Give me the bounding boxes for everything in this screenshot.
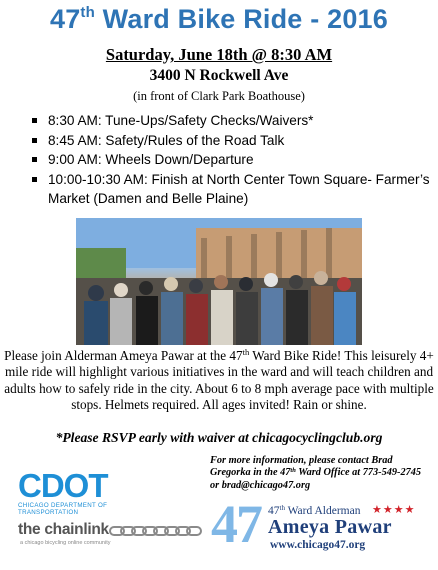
contact-info (210, 455, 432, 492)
chicago-stars-icon: ★★★★ (372, 504, 416, 516)
contact-ordinal: th (290, 467, 296, 475)
event-location-note: (in front of Clark Park Boathouse) (133, 89, 305, 103)
schedule-list (30, 111, 430, 209)
cdot-logo: CDOT (18, 467, 108, 504)
schedule-item: 10:00-10:30 AM: Finish at North Center Town Square- Farmer’s Market (Damen and Belle Plaine) (30, 170, 430, 209)
group-ride-photo (76, 218, 362, 345)
event-description (0, 348, 438, 413)
schedule-item: 8:30 AM: Tune-Ups/Safety Checks/Waivers* (30, 111, 430, 131)
alderman-ward-text: Ward Alderman (284, 505, 361, 517)
alderman-name: Ameya Pawar (268, 516, 392, 538)
chainlink-tagline: a chicago bicycling online community (20, 540, 111, 546)
schedule-item: 9:00 AM: Wheels Down/Departure (30, 150, 430, 170)
event-date-time: Saturday, June 18th @ 8:30 AM (105, 45, 333, 64)
cdot-logo-subtitle: CHICAGO DEPARTMENT OF TRANSPORTATION (18, 502, 108, 516)
alderman-ward-ordinal: th (279, 504, 285, 512)
title-text: Ward Bike Ride - 2016 (94, 4, 388, 34)
alderman-website: www.chicago47.org (270, 539, 366, 551)
title-number: 47 (49, 4, 81, 34)
title-ordinal: th (80, 4, 95, 21)
description-ordinal: th (242, 347, 250, 357)
alderman-logo-number: 47 (211, 494, 261, 554)
event-address: 3400 N Rockwell Ave (149, 67, 289, 84)
chain-icon (108, 524, 206, 538)
schedule-item: 8:45 AM: Safety/Rules of the Road Talk (30, 131, 430, 151)
description-part-b: Ward Bike Ride! This leisurely 4+ mile ride will highlight various initiatives in the ward and will teach children and adults how to safely ride in the city. About 6 to 8 mph average pace with multiple stops. Helmets required. All ages invited! Rain or shine. (4, 348, 434, 412)
page-title (0, 4, 438, 35)
group-ride-photo-illustration (76, 218, 362, 345)
description-part-a: Please join Alderman Ameya Pawar at the 47 (4, 348, 243, 363)
contact-part-b: Ward Office at 773-549-2745 or brad@chicago47.org (210, 467, 422, 491)
contact-part-a: For more information, please contact Brad Gregorka in the 47 (210, 455, 393, 479)
rsvp-note: *Please RSVP early with waiver at chicagocyclingclub.org (55, 430, 383, 445)
chainlink-logo: the chainlink (18, 521, 109, 538)
alderman-ward-number: 47 (268, 505, 280, 517)
